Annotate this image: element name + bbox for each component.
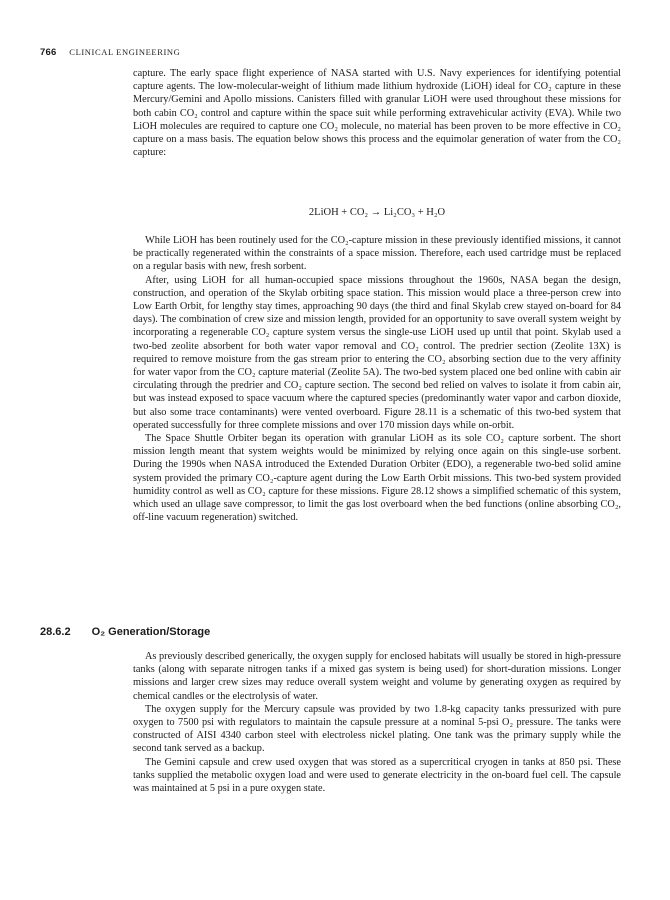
text-block-lioh-intro <box>133 67 621 159</box>
paragraph: The Gemini capsule and crew used oxygen that was stored as a supercritical cryogen in tanks at 850 psi. These tanks supplied the metabolic oxygen load and were used to generate electricity in the on-board fuel cell. The capsule was maintained at 5 psi in a pure oxygen state. <box>133 756 621 795</box>
paragraph: After, using LiOH for all human-occupied space missions throughout the 1960s, NASA began the design, construction, and operation of the Skylab orbiting space station. This mission would place a three-person crew into Low Earth Orbit, for lengthy stay times, approaching 90 days (the third and final Skylab crew stayed on-board for 84 days). The combination of crew size and mission length, provided for an opportunity to save overall system weight by incorporating a regenerable CO₂ capture system versus the single-use LiOH used up until that point. Skylab used a two-bed zeolite absorbent for both water vapor removal and CO₂ control. The predrier section (Zeolite 13X) is required to remove moisture from the gas stream prior to entering the CO₂ absorbing section due to the very affinity for water vapor from the CO₂ capture material (Zeolite 5A). The two-bed system placed one bed online with cabin air circulating through the predrier and CO₂ capture section. The second bed relied on valves to isolate it from cabin air, but was instead exposed to space vacuum where the captured species (predominantly water vapor and carbon dioxide, but also some trace contaminants) were vented overboard. Figure 28.11 is a schematic of this two-bed system that operated successfully for three complete missions and over 170 mission days while on-orbit. <box>133 274 621 431</box>
text-block-o2-storage <box>133 650 621 795</box>
running-header <box>40 47 180 58</box>
running-head-title: CLINICAL ENGINEERING <box>69 47 181 57</box>
paragraph: As previously described generically, the oxygen supply for enclosed habitats will usually be stored in high-pressure tanks (along with separate nitrogen tanks if a mixed gas system is being used) for short-duration missions. Longer missions and larger crew sizes may reduce overall system weight and volume by generating oxygen as required by chemical candles or the electrolysis of water. <box>133 651 621 702</box>
section-number: 28.6.2 <box>40 626 71 638</box>
paragraph: The Space Shuttle Orbiter began its operation with granular LiOH as its sole CO₂ capture sorbent. The short mission length meant that system weights would be minimized by relying once again on this single-use sorbent. During the 1990s when NASA introduced the Extended Duration Orbiter (EDO), a regenerable two-bed solid amine system provided the primary CO₂-capture agent during the Low Earth Orbit missions. This two-bed system provided humidity control as well as CO₂ capture for these missions. Figure 28.12 shows a simplified schematic of this system, which used an ullage save compressor, to limit the gas lost overboard when the bed functions (online absorbing CO₂, off-line vacuum regeneration) switched. <box>133 433 621 524</box>
page-number: 766 <box>40 47 57 58</box>
text-block-regenerable-systems <box>133 234 621 524</box>
section-title: O₂ Generation/Storage <box>91 626 211 638</box>
paragraph: The oxygen supply for the Mercury capsule was provided by two 1.8-kg capacity tanks pressurized with pure oxygen to 7500 psi with regulators to maintain the capsule pressure at a nominal 5-psi O₂ pressure. The tanks were constructed of AISI 4340 carbon steel with electroless nickel plating. One tank was the primary supply while the second tank served as a backup. <box>133 703 621 755</box>
paragraph: capture. The early space flight experience of NASA started with U.S. Navy experiences for identifying potential capture agents. The low-molecular-weight of lithium made lithium hydroxide (LiOH) ideal for CO₂ capture in these Mercury/Gemini and Apollo missions. Canisters filled with granular LiOH were used throughout these missions for both cabin CO₂ control and capture within the space suit while performing extravehicular activity (EVA). While two LiOH molecules are required to capture one CO₂ molecule, no material has been proven to be more effective in CO₂ capture on a mass basis. The equation below shows this process and the equimolar generation of water from the CO₂ capture: <box>133 68 621 159</box>
section-heading <box>40 626 210 638</box>
equation-lioh-co2: 2LiOH + CO₂ → Li₂CO₃ + H₂O <box>308 207 446 218</box>
paragraph: While LiOH has been routinely used for the CO₂-capture mission in these previously identified missions, it cannot be practically regenerated within the constraints of a space mission. Therefore, each used cartridge must be replaced on a regular basis with new, fresh sorbent. <box>133 235 621 273</box>
